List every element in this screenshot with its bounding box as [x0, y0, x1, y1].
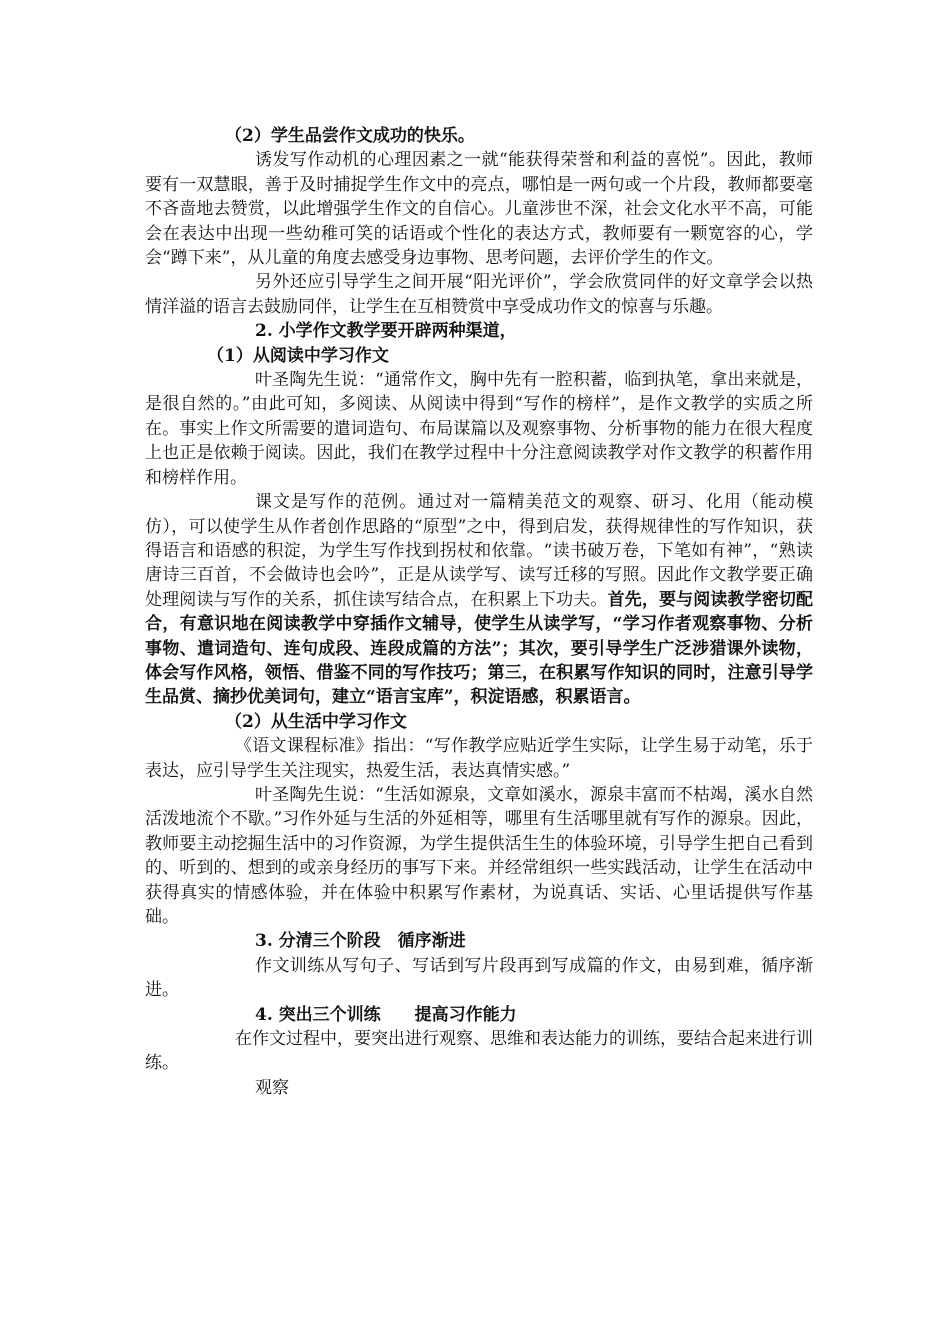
- paragraph-mixed: [145, 490, 813, 710]
- paragraph-bold-text: 首先，要与阅读教学密切配合，有意识地在阅读教学中穿插作文辅导，使学生从读学写，“学习作者观察事物、分析事物、遣词造句、连句成段、连段成篇的方法”；其次，要引导学生广泛涉猎课外读物，体会写作风格，领悟、借鉴不同的写作技巧；第三，在积累写作知识的同时，注意引导学生品赏、摘抄优美词句，建立“语言宝库”，积淀语感，积累语言。: [145, 589, 814, 708]
- paragraph: 观察: [255, 1077, 289, 1098]
- paragraph: 作文训练从写句子、写话到写片段再到写成篇的作文，由易到难，循序渐进。: [145, 955, 813, 1001]
- paragraph: 叶圣陶先生说：“通常作文，胸中先有一腔积蓄，临到执笔，拿出来就是，是很自然的。”由此可知，多阅读、从阅读中得到“写作的榜样”，是作文教学的实质之所在。事实上作文所需要的遣词造句、布局谋篇以及观察事物、分析事物的能力在很大程度上也正是依赖于阅读。因此，我们在教学过程中十分注意阅读教学对作文教学的积蓄作用和榜样作用。: [145, 370, 813, 488]
- subheading-sub-2: （2）学生品尝作文成功的快乐。: [225, 126, 475, 146]
- paragraph: 在作文过程中，要突出进行观察、思维和表达能力的训练，要结合起来进行训练。: [145, 1029, 813, 1074]
- heading-3: 3. 分清三个阶段 循序渐进: [255, 931, 466, 952]
- subheading-2-1: （1）从阅读中学习作文: [207, 345, 389, 366]
- heading-4: 4. 突出三个训练 提高习作能力: [255, 1004, 517, 1025]
- paragraph: 诱发写作动机的心理因素之一就“能获得荣誉和利益的喜悦”。因此，教师要有一双慧眼，善于及时捕捉学生作文中的亮点，哪怕是一两句或一个片段，教师都要毫不吝啬地去赞赏，以此增强学生作文的自信心。儿童涉世不深，社会文化水平不高，可能会在表达中出现一些幼稚可笑的话语或个性化的表达方式，教师要有一颗宽容的心，学会“蹲下来”，从儿童的角度去感受身边事物、思考问题，去评价学生的作文。: [145, 150, 813, 269]
- subheading-2-2: （2）从生活中学习作文: [225, 711, 407, 732]
- paragraph-normal-text: 课文是写作的范例。通过对一篇精美范文的观察、研习、化用（能动模仿），可以使学生从作者创作思路的“原型”之中，得到启发，获得规律性的写作知识，获得语言和语感的积淀，为学生写作找到拐杖和依靠。“读书破万卷，下笔如有神”，“熟读唐诗三百首，不会做诗也会吟”，正是从读学写、读写迁移的写照。因此作文教学要正确处理阅读与写作的关系，抓住读写结合点，在积累上下功夫。: [145, 492, 813, 610]
- heading-2: 2. 小学作文教学要开辟两种渠道，: [255, 321, 517, 342]
- paragraph: 《语文课程标准》指出：“写作教学应贴近学生实际，让学生易于动笔，乐于表达，应引导学生关注现实，热爱生活，表达真情实感。”: [145, 736, 813, 781]
- paragraph: 叶圣陶先生说：“生活如源泉，文章如溪水，源泉丰富而不枯竭，溪水自然活泼地流个不歇。”习作外延与生活的外延相等，哪里有生活哪里就有写作的源泉。因此，教师要主动挖掘生活中的习作资源，为学生提供活生生的体验环境，引导学生把自己看到的、听到的、想到的或亲身经历的事写下来。并经常组织一些实践活动，让学生在活动中获得真实的情感体验，并在体验中积累写作素材，为说真话、实话、心里话提供写作基础。: [145, 784, 813, 927]
- document-body: [145, 124, 813, 1100]
- paragraph: 另外还应引导学生之间开展“阳光评价”，学会欣赏同伴的好文章学会以热情洋溢的语言去鼓励同伴，让学生在互相赞赏中享受成功作文的惊喜与乐趣。: [145, 272, 813, 317]
